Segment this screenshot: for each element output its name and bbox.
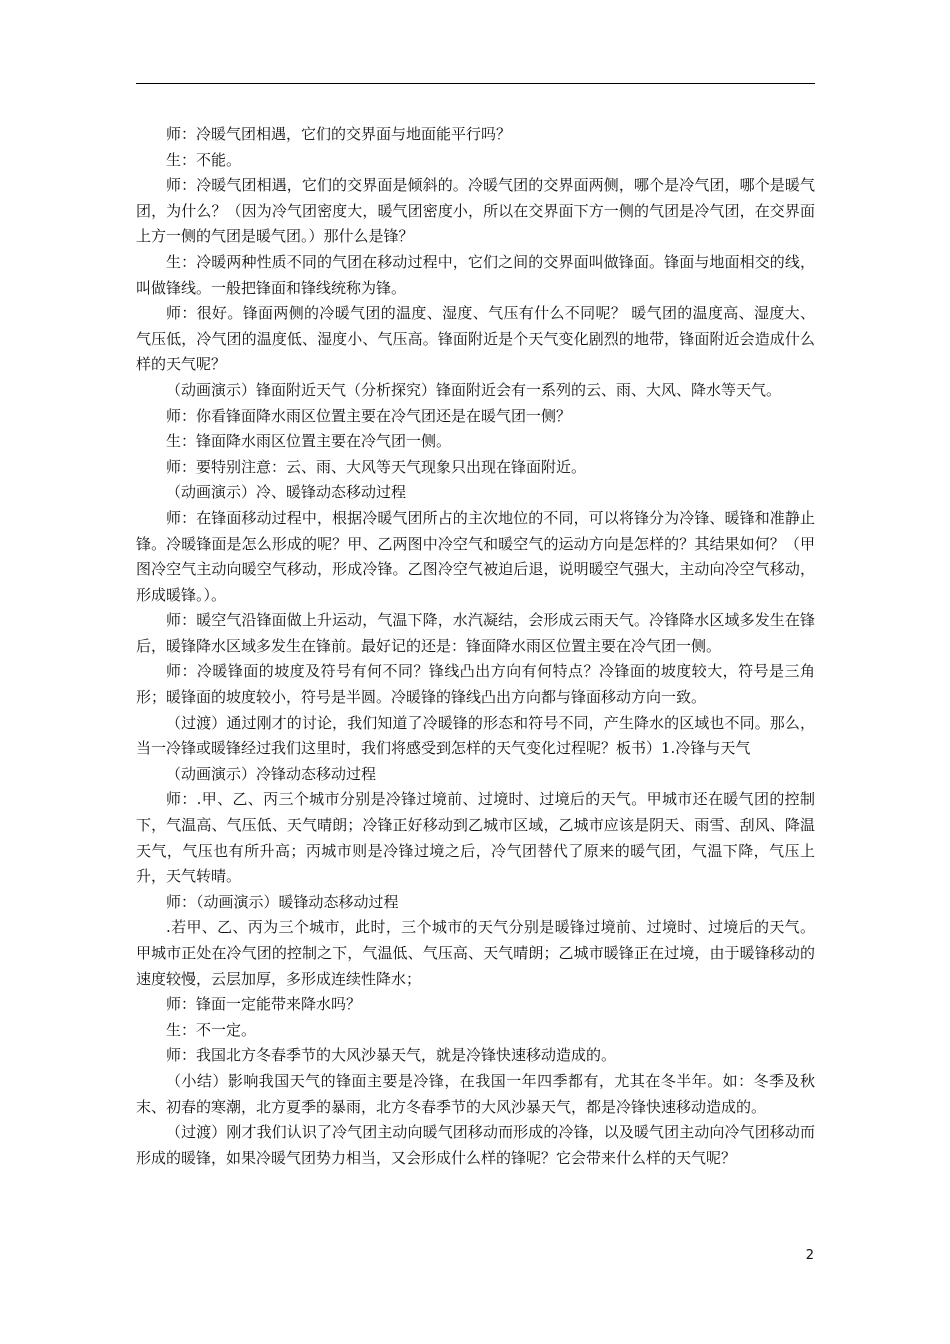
paragraph: 师：你看锋面降水雨区位置主要在冷气团还是在暖气团一侧？ [166, 406, 572, 425]
paragraph: 师：冷暖气团相遇，它们的交界面是倾斜的。冷暖气团的交界面两侧，哪个是冷气团，哪个是暖气团，为什么？（因为冷气团密度大，暖气团密度小，所以在交界面下方一侧的气团是冷气团，在交界面上方一侧的气团是暖气团。）那什么是锋？ [136, 176, 815, 246]
paragraph: （过渡）刚才我们认识了冷气团主动向暖气团移动而形成的冷锋，以及暖气团主动向冷气团移动而形成的暖锋，如果冷暖气团势力相当，又会形成什么样的锋呢？它会带来什么样的天气呢？ [136, 1123, 815, 1167]
paragraph: 师：锋面一定能带来降水吗？ [166, 995, 362, 1014]
paragraph: 师：冷暖锋面的坡度及符号有何不同？锋线凸出方向有何特点？冷锋面的坡度较大，符号是三角形；暖锋面的坡度较小，符号是半圆。冷暖锋的锋线凸出方向都与锋面移动方向一致。 [136, 662, 815, 707]
paragraph: （动画演示）冷、暖锋动态移动过程 [166, 483, 407, 502]
paragraph: 师：我国北方冬春季节的大风沙暴天气，就是冷锋快速移动造成的。 [166, 1046, 617, 1065]
paragraph: 师：（动画演示）暖锋动态移动过程 [166, 892, 399, 911]
paragraph: （动画演示）锋面附近天气（分析探究）锋面附近会有一系列的云、雨、大风、降水等天气。 [166, 380, 782, 399]
header-rule [136, 83, 815, 84]
paragraph: 生：冷暖两种性质不同的气团在移动过程中，它们之间的交界面叫做锋面。锋面与地面相交的线，叫做锋线。一般把锋面和锋线统称为锋。 [136, 252, 815, 297]
paragraph: 师：要特别注意：云、雨、大风等天气现象只出现在锋面附近。 [166, 457, 587, 476]
paragraph: （动画演示）冷锋动态移动过程 [166, 764, 377, 783]
paragraph: 师：.甲、乙、丙三个城市分别是冷锋过境前、过境时、过境后的天气。甲城市还在暖气团的控制下，气温高、气压低、天气晴朗；冷锋正好移动到乙城市区域，乙城市应该是阴天、雨雪、刮风、降温天气，气压也有所升高；丙城市则是冷锋过境之后，冷气团替代了原来的暖气团，气温下降，气压上升，天气转晴。 [136, 790, 815, 886]
paragraph: 生：不能。 [166, 150, 242, 169]
paragraph: 师：冷暖气团相遇，它们的交界面与地面能平行吗？ [166, 125, 512, 143]
paragraph: 师：暖空气沿锋面做上升运动，气温下降，水汽凝结，会形成云雨天气。冷锋降水区域多发生在锋后，暖锋降水区域多发生在锋前。最好记的还是：锋面降水雨区位置主要在冷气团一侧。 [136, 611, 815, 655]
document-body [136, 122, 815, 1171]
paragraph: 师：很好。锋面两侧的冷暖气团的温度、湿度、气压有什么不同呢？ 暖气团的温度高、湿度大、气压低，冷气团的温度低、湿度小、气压高。锋面附近是个天气变化剧烈的地带，锋面附近会造成什么样的天气呢？ [136, 304, 815, 374]
page-number: 2 [805, 1248, 814, 1263]
paragraph: （过渡）通过刚才的讨论，我们知道了冷暖锋的形态和符号不同，产生降水的区域也不同。那么，当一冷锋或暖锋经过我们这里时，我们将感受到怎样的天气变化过程呢？板书）1.冷锋与天气 [136, 713, 815, 758]
paragraph: 生：不一定。 [166, 1020, 257, 1039]
paragraph: （小结）影响我国天气的锋面主要是冷锋，在我国一年四季都有，尤其在冬半年。如：冬季及秋末、初春的寒潮，北方夏季的暴雨，北方冬春季节的大风沙暴天气，都是冷锋快速移动造成的。 [136, 1071, 815, 1116]
paragraph: 师：在锋面移动过程中，根据冷暖气团所占的主次地位的不同，可以将锋分为冷锋、暖锋和准静止锋。冷暖锋面是怎么形成的呢？甲、乙两图中冷空气和暖空气的运动方向是怎样的？其结果如何？（甲图冷空气主动向暖空气移动，形成冷锋。乙图冷空气被迫后退，说明暖空气强大，主动向冷空气移动，形成暖锋。）。 [136, 508, 815, 604]
paragraph: .若甲、乙、丙为三个城市，此时，三个城市的天气分别是暖锋过境前、过境时、过境后的天气。甲城市正处在冷气团的控制之下，气温低、气压高、天气晴朗；乙城市暖锋正在过境，由于暖锋移动的速度较慢，云层加厚，多形成连续性降水； [136, 918, 815, 988]
paragraph: 生：锋面降水雨区位置主要在冷气团一侧。 [166, 432, 452, 451]
